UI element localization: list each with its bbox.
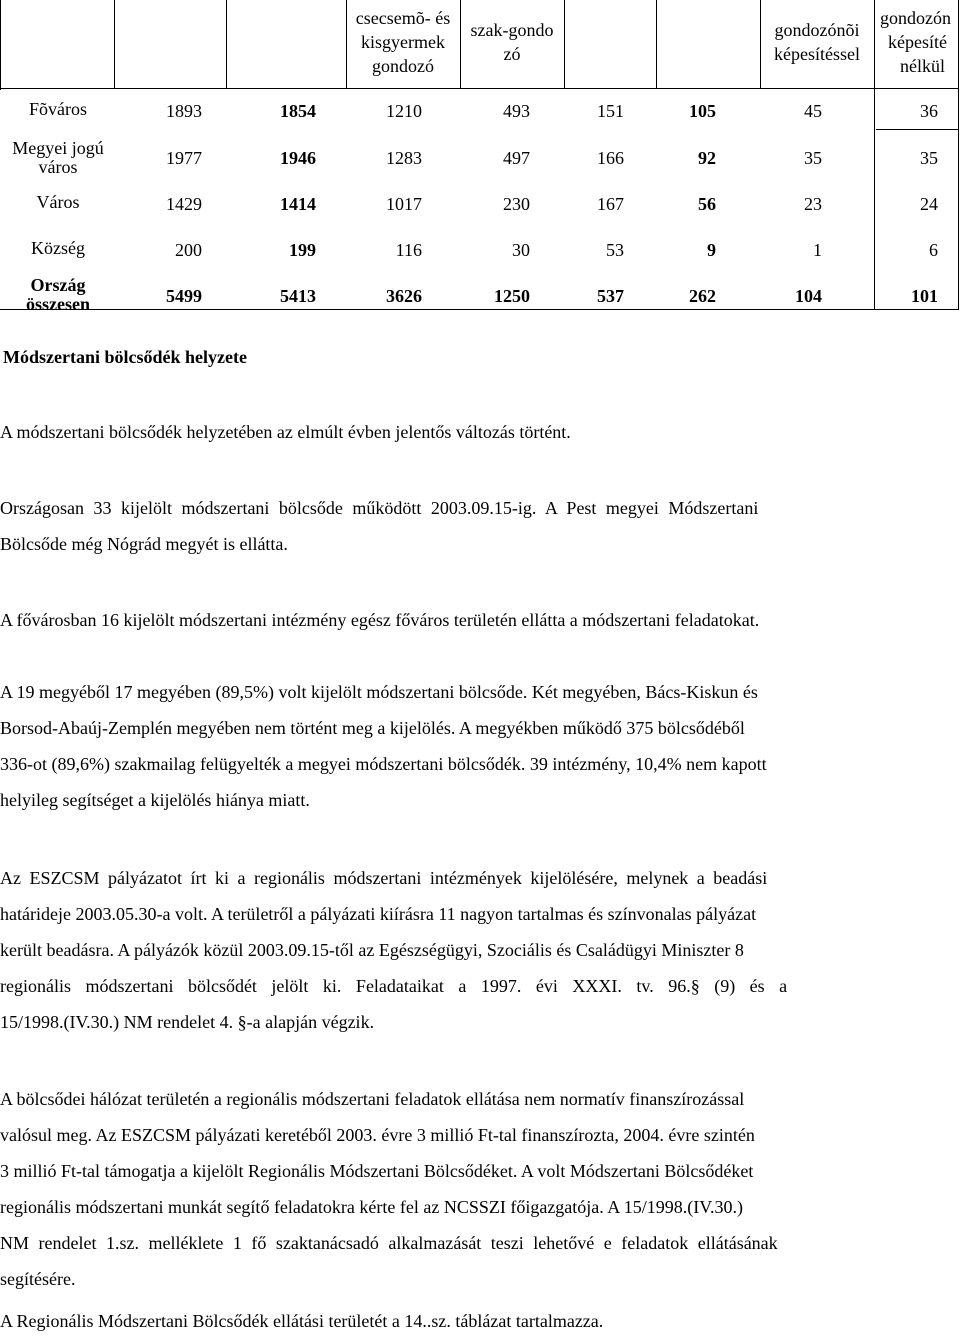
table-cell: 56 [698, 194, 716, 214]
paragraph-line: A Regionális Módszertani Bölcsődék ellátási területét a 14..sz. táblázat tartalmazza. [0, 1311, 604, 1331]
table-cell: 116 [395, 240, 422, 260]
header-gondozono-kepesites-nelkul [876, 6, 960, 78]
paragraph-line: helyileg segítséget a kijelölés hiánya miatt. [0, 790, 310, 810]
table-cell: 1893 [166, 101, 202, 121]
table-rule [876, 129, 959, 130]
header-line: nélkül [900, 56, 945, 76]
table-cell: 92 [698, 148, 716, 168]
paragraph [0, 1303, 956, 1339]
table-cell: 23 [804, 194, 822, 214]
table-cell: 493 [503, 101, 530, 121]
table-cell: 5413 [280, 286, 316, 306]
paragraph-line: került beadásra. A pályázók közül 2003.09.15-től az Egészségügyi, Szociális és Családügyi Miniszter 8 [0, 940, 744, 960]
row-label-line: összesen [26, 294, 90, 314]
row-label-fovaros: Fõváros [29, 99, 87, 119]
header-gondozoni-kepesitessel [756, 18, 878, 66]
paragraph-line: A bölcsődei hálózat területén a regionális módszertani feladatok ellátása nem normatív finanszírozással [0, 1089, 745, 1109]
row-label-line: Ország [30, 275, 86, 295]
table-cell: 262 [689, 286, 716, 306]
paragraph-line: Bölcsőde még Nógrád megyét is ellátta. [0, 534, 288, 554]
row-label-varos: Város [36, 192, 80, 212]
row-label-line: város [38, 157, 78, 177]
header-line: szak-gondo [470, 20, 554, 40]
paragraph [0, 674, 956, 818]
header-line: zó [503, 44, 521, 64]
paragraph [0, 602, 956, 638]
paragraph-line: NM rendelet 1.sz. melléklete 1 fő szaktanácsadó alkalmazását teszi lehetővé e feladatok ellátásának [0, 1233, 778, 1253]
table-cell: 53 [606, 240, 624, 260]
table-cell: 45 [804, 101, 822, 121]
table-cell: 1946 [280, 148, 316, 168]
header-line: képesítéssel [774, 44, 860, 64]
table-cell: 1283 [386, 148, 422, 168]
table-cell: 200 [175, 240, 202, 260]
paragraph-line: Borsod-Abaúj-Zemplén megyében nem történt meg a kijelölés. A megyékben működő 375 bölcsődéből [0, 718, 745, 738]
table-divider [656, 0, 657, 88]
paragraph-line: 15/1998.(IV.30.) NM rendelet 4. §-a alapján végzik. [0, 1012, 375, 1032]
paragraph-line: regionális módszertani munkát segítő feladatokra kérte fel az NCSSZI főigazgatója. A 15/1998.(IV.30.) [0, 1197, 743, 1217]
table-cell: 199 [289, 240, 316, 260]
paragraph-line: 3 millió Ft-tal támogatja a kijelölt Regionális Módszertani Bölcsődéket. A volt Módszertani Bölcsődéket [0, 1161, 754, 1181]
table-cell: 5499 [166, 286, 202, 306]
table-header-rule [0, 88, 959, 89]
table-cell: 101 [911, 286, 938, 306]
table-cell: 30 [512, 240, 530, 260]
table-cell: 230 [503, 194, 530, 214]
table-cell: 9 [707, 240, 716, 260]
paragraph-line: A módszertani bölcsődék helyzetében az elmúlt évben jelentős változás történt. [0, 422, 571, 442]
paragraph-line: regionális módszertani bölcsődét jelölt ki. Feladataikat a 1997. évi XXXI. tv. 96.§ (9) és a [0, 976, 788, 996]
header-line: gondozó [372, 56, 434, 76]
paragraph-line: segítésére. [0, 1269, 76, 1289]
row-label-orszag-osszesen [0, 276, 116, 314]
paragraph [0, 860, 956, 1040]
table-cell: 1 [813, 240, 822, 260]
header-line: gondozónõi [774, 20, 860, 40]
table-border-left [0, 0, 1, 90]
paragraph-line: 336-ot (89,6%) szakmailag felügyelték a megyei módszertani bölcsődék. 39 intézmény, 10,4% nem kapott [0, 754, 767, 774]
header-line: gondozón [880, 8, 951, 28]
paragraph-line: határideje 2003.05.30-a volt. A területről a pályázati kiírásra 11 nagyon tartalmas és színvonalas pályázat [0, 904, 757, 924]
table-cell: 497 [503, 148, 530, 168]
table-cell: 1210 [386, 101, 422, 121]
section-heading: Módszertani bölcsődék helyzete [3, 347, 247, 367]
table-cell: 1414 [280, 194, 316, 214]
table-cell: 166 [597, 148, 624, 168]
header-csecsemo [346, 6, 460, 78]
table-cell: 151 [597, 101, 624, 121]
paragraph-line: Az ESZCSM pályázatot írt ki a regionális módszertani intézmények kijelölésére, melynek a beadási [0, 868, 768, 888]
table-cell: 1017 [386, 194, 422, 214]
paragraph-line: A 19 megyéből 17 megyében (89,5%) volt kijelölt módszertani bölcsőde. Két megyében, Bács-Kiskun és [0, 682, 758, 702]
paragraph [0, 414, 956, 450]
paragraph [0, 490, 956, 562]
table-cell: 1977 [166, 148, 202, 168]
table-cell: 35 [804, 148, 822, 168]
table-divider [564, 0, 565, 88]
table-cell: 105 [689, 101, 716, 121]
table-cell: 1854 [280, 101, 316, 121]
table-cell: 1250 [494, 286, 530, 306]
header-line: csecsemõ- és [355, 8, 451, 28]
table-cell: 3626 [386, 286, 422, 306]
table-divider [114, 0, 115, 88]
header-szakgondozo [460, 18, 564, 66]
row-label-megyei-jogu-varos [0, 139, 116, 177]
paragraph-line: valósul meg. Az ESZCSM pályázati keretéből 2003. évre 3 millió Ft-tal finanszírozta, 2004. évre szintén [0, 1125, 755, 1145]
paragraph-line: Országosan 33 kijelölt módszertani bölcsőde működött 2003.09.15-ig. A Pest megyei Módszertani [0, 498, 759, 518]
table-cell: 104 [795, 286, 822, 306]
statistics-table [0, 0, 960, 314]
paragraph [0, 1081, 956, 1297]
table-cell: 1429 [166, 194, 202, 214]
table-cell: 6 [929, 240, 938, 260]
table-cell: 537 [597, 286, 624, 306]
header-line: kisgyermek [361, 32, 445, 52]
row-label-line: Megyei jogú [12, 138, 104, 158]
header-line: képesíté [888, 32, 947, 52]
table-cell: 35 [920, 148, 938, 168]
paragraph-line: A fővárosban 16 kijelölt módszertani intézmény egész főváros területén ellátta a módszertani feladatokat. [0, 610, 760, 630]
row-label-kozseg: Község [31, 238, 85, 258]
table-cell: 24 [920, 194, 938, 214]
table-bottom-rule [0, 309, 959, 310]
table-cell: 167 [597, 194, 624, 214]
table-divider [226, 0, 227, 88]
table-cell: 36 [920, 101, 938, 121]
